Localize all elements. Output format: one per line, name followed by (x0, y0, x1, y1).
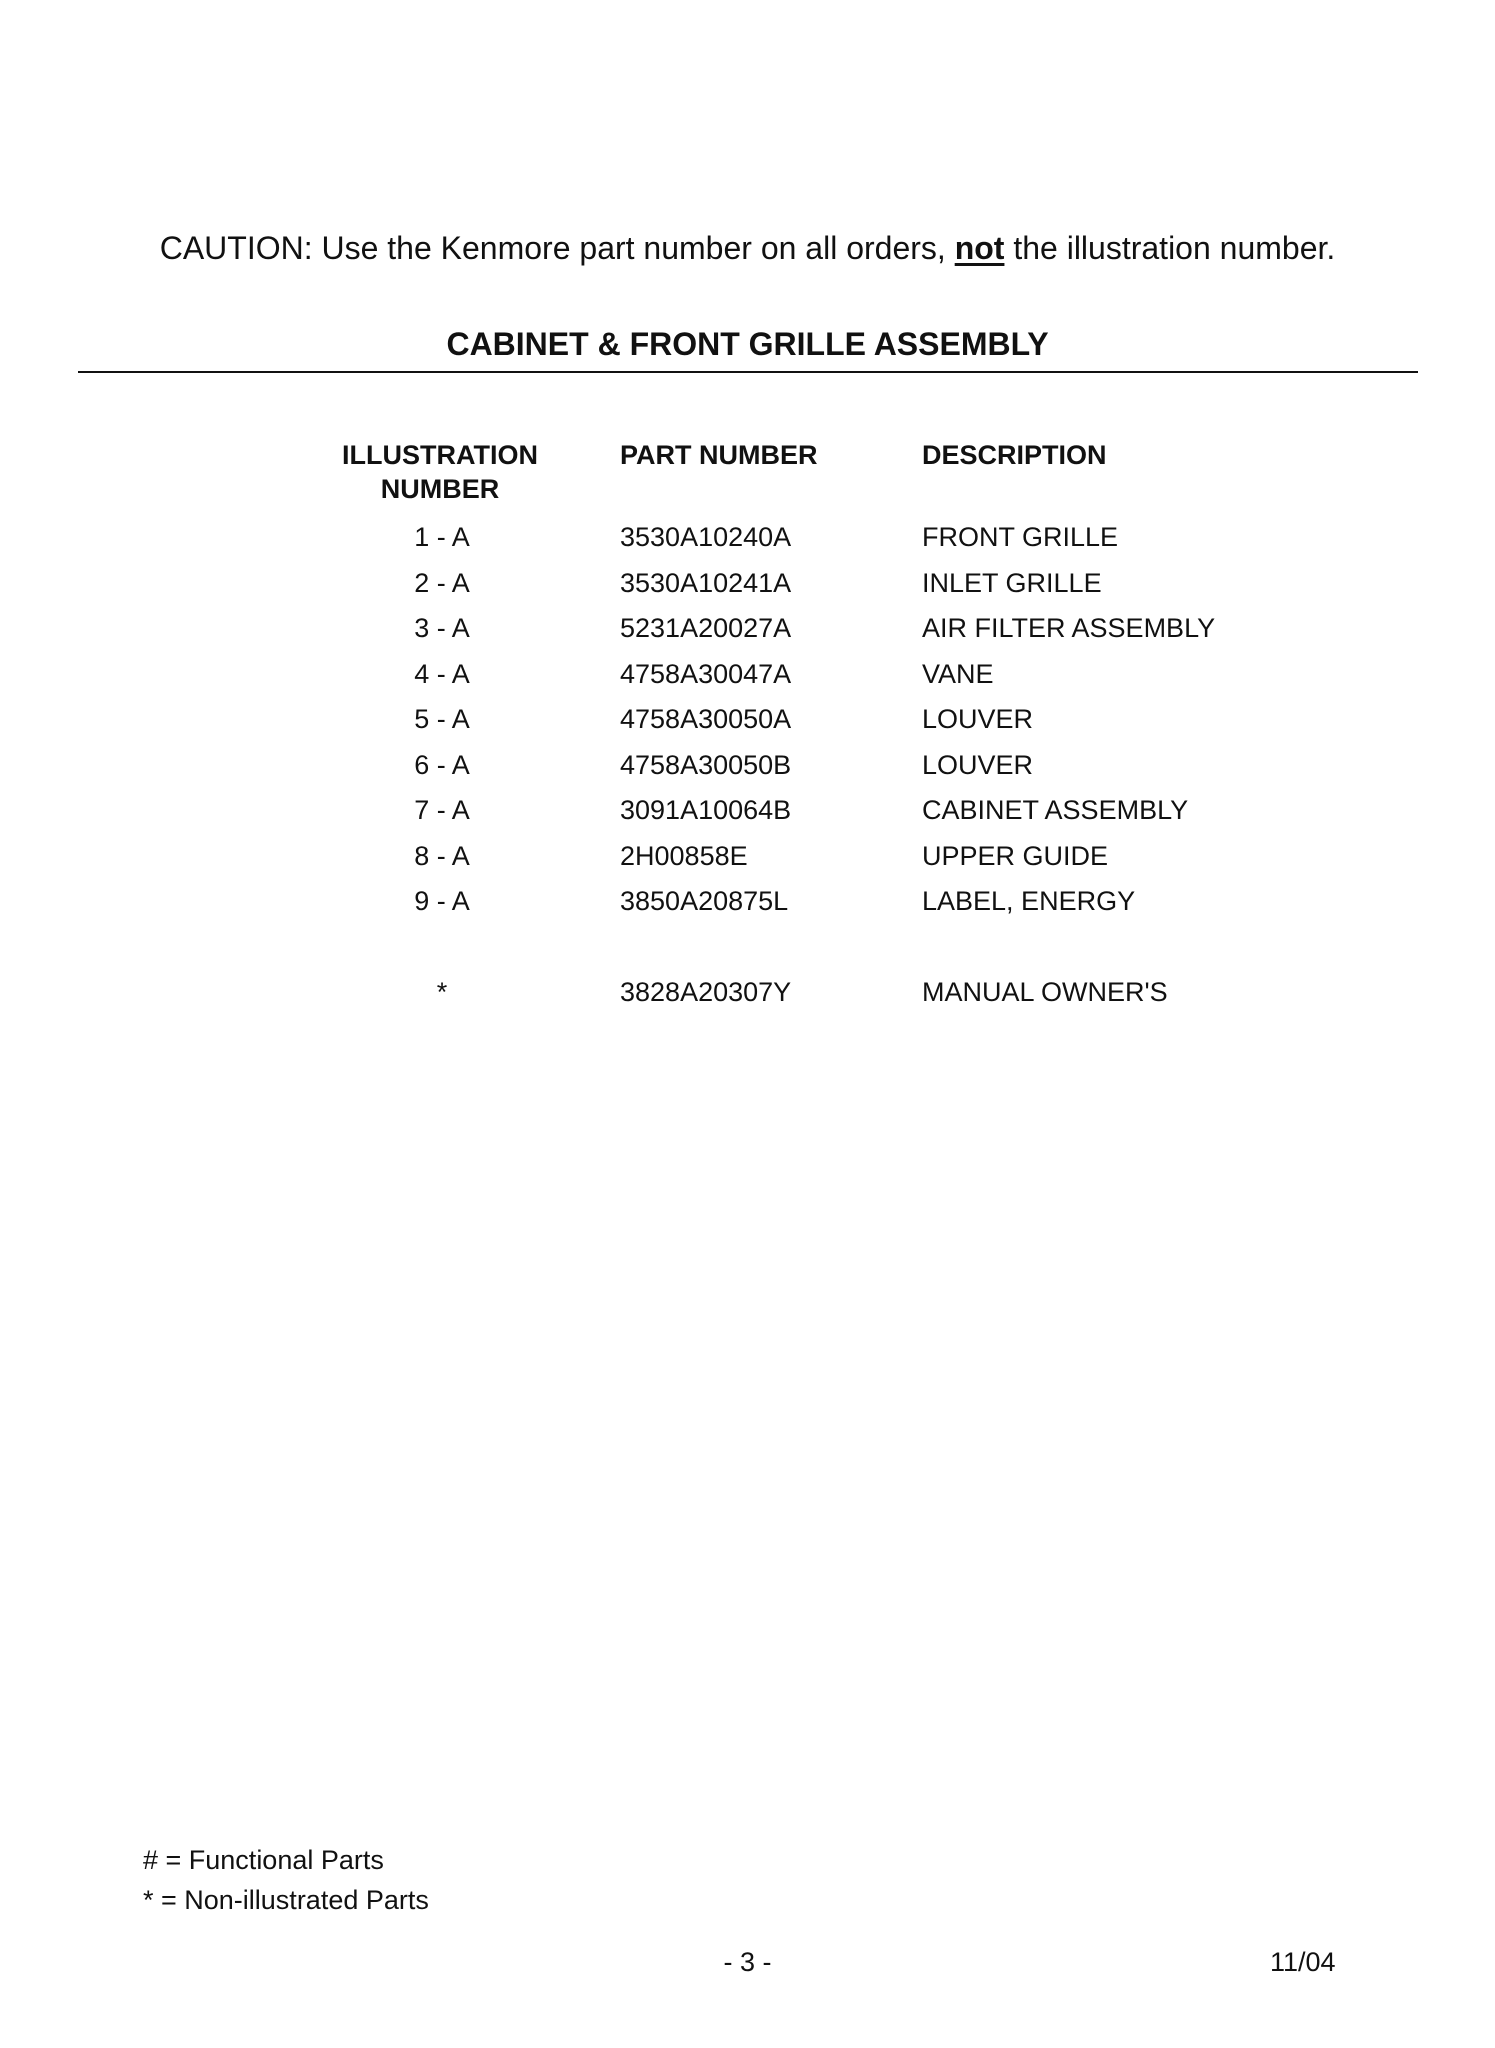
part-number-cell: 4758A30047A (620, 658, 792, 689)
illustration-number-cell: 4 - A (414, 658, 470, 689)
part-number-cell: 5231A20027A (620, 613, 792, 643)
parts-row (0, 975, 1495, 1021)
illustration-number-cell: 2 - A (414, 567, 470, 598)
caution-emphasis: not (954, 230, 1005, 266)
illustration-number-cell: 8 - A (414, 840, 470, 871)
part-number-cell: 2H00858E (620, 840, 748, 871)
description-cell: VANE (922, 658, 994, 689)
illustration-number-cell: 6 - A (414, 749, 470, 780)
illustration-number-cell: * (436, 976, 448, 1007)
caution-text-after: the illustration number. (1004, 230, 1336, 266)
part-number-cell: 3091A10064B (620, 795, 792, 825)
legend-non-illustrated-parts: * = Non-illustrated Parts (143, 1885, 429, 1915)
illustration-number-cell: 7 - A (414, 795, 470, 825)
parts-row (0, 566, 1495, 612)
description-cell: AIR FILTER ASSEMBLY (922, 613, 1216, 643)
column-header-description: DESCRIPTION (922, 440, 1107, 470)
part-number-cell: 3530A10241A (620, 567, 792, 598)
illustration-number-cell: 5 - A (414, 704, 470, 734)
column-header-illustration-line2: NUMBER (380, 474, 500, 504)
parts-row (0, 884, 1495, 930)
description-cell: MANUAL OWNER'S (922, 976, 1168, 1007)
parts-row (0, 657, 1495, 703)
legend-functional-parts: # = Functional Parts (143, 1845, 384, 1875)
description-cell: CABINET ASSEMBLY (922, 795, 1189, 825)
description-cell: INLET GRILLE (922, 567, 1102, 598)
parts-list (0, 520, 1495, 1020)
illustration-number-cell: 1 - A (414, 522, 470, 552)
section-title: CABINET & FRONT GRILLE ASSEMBLY (446, 326, 1049, 362)
illustration-number-cell: 9 - A (414, 886, 470, 916)
revision-date: 11/04 (1270, 1947, 1336, 1977)
column-header-part-number: PART NUMBER (620, 440, 818, 470)
parts-row (0, 520, 1495, 566)
part-number-cell: 4758A30050A (620, 704, 792, 734)
caution-text-before: CAUTION: Use the Kenmore part number on all orders, (159, 230, 955, 266)
parts-row (0, 839, 1495, 885)
part-number-cell: 4758A30050B (620, 749, 792, 780)
part-number-cell: 3828A20307Y (620, 976, 792, 1007)
column-header-illustration-number (342, 438, 538, 506)
title-divider (78, 371, 1418, 373)
part-number-cell: 3850A20875L (620, 886, 789, 916)
description-cell: UPPER GUIDE (922, 840, 1109, 871)
parts-row (0, 611, 1495, 657)
part-number-cell: 3530A10240A (620, 522, 792, 552)
illustration-number-cell: 3 - A (414, 613, 470, 643)
description-cell: LABEL, ENERGY (922, 886, 1136, 916)
parts-row (0, 702, 1495, 748)
column-header-illustration-line1: ILLUSTRATION (342, 440, 538, 470)
page-number: - 3 - (723, 1947, 772, 1977)
parts-row (0, 748, 1495, 794)
description-cell: LOUVER (922, 749, 1034, 780)
caution-note (0, 228, 1495, 268)
description-cell: FRONT GRILLE (922, 522, 1119, 552)
parts-row (0, 793, 1495, 839)
description-cell: LOUVER (922, 704, 1034, 734)
